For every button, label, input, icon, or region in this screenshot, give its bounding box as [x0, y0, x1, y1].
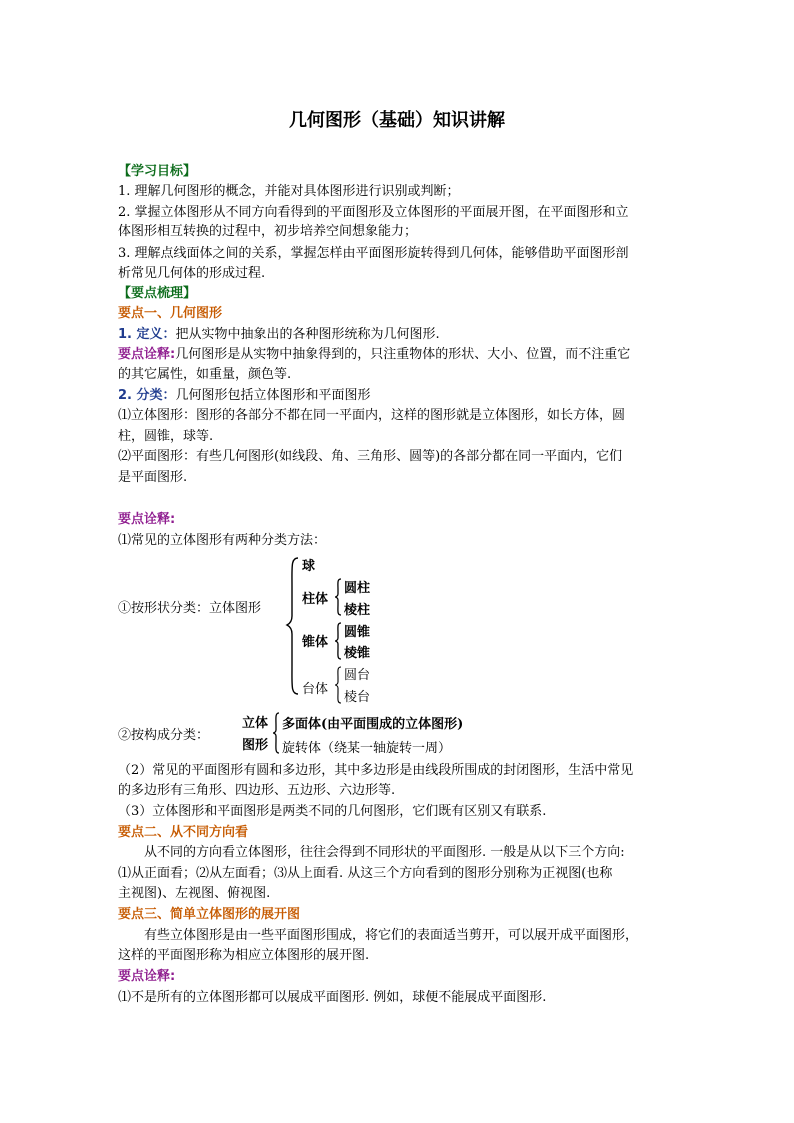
frustum-group-label: 台体	[302, 682, 329, 697]
composition-solid-label: 图形	[242, 738, 269, 753]
note-line-continued: 的其它属性，如重量，颜色等.	[118, 367, 292, 382]
polyhedron-label: 多面体(由平面围成的立体图形)	[282, 717, 464, 732]
definition-label: 1. 定义：	[118, 327, 176, 342]
section-heading-1: 要点一、几何图形	[118, 306, 223, 321]
prism-brace-icon	[334, 578, 342, 616]
solid-line: ⑴立体图形：图形的各部分不都在同一平面内，这样的图形就是立体图形，如长方体，圆	[118, 408, 626, 423]
composition-classification-label: ②按构成分类：	[118, 728, 210, 743]
frustum-prism-label: 棱台	[344, 690, 371, 705]
classification-text: 几何图形包括立体图形和平面图形	[175, 388, 371, 403]
summary-heading: 【要点梳理】	[118, 286, 197, 301]
note-label: 要点诠释:	[118, 347, 176, 362]
frustum-brace-icon	[334, 666, 342, 704]
definition-line	[118, 325, 440, 344]
note-line	[118, 345, 630, 364]
plane-line: ⑵平面图形：有些几何图形(如线段、角、三角形、圆等)的各部分都在同一平面内，它们	[118, 449, 623, 464]
classification-line	[118, 386, 371, 405]
note-label-2: 要点诠释:	[118, 512, 176, 527]
goal-item: 3. 理解点线面体之间的关系，掌握怎样由平面图形旋转得到几何体，能够借助平面图形剖	[118, 246, 629, 261]
cone-label: 圆锥	[344, 625, 371, 640]
section-heading-3: 要点三、简单立体图形的展开图	[118, 907, 301, 922]
note-text-2: ⑴常见的立体图形有两种分类方法：	[118, 533, 327, 548]
pyramid-label: 棱锥	[344, 646, 371, 661]
cone-brace-icon	[334, 622, 342, 660]
note-text: 几何图形是从实物中抽象得到的，只注重物体的形状、大小、位置，而不注重它	[175, 347, 631, 362]
composition-solid-label: 立体	[242, 716, 269, 731]
prism-group-label: 柱体	[302, 592, 329, 607]
prism-label: 棱柱	[344, 603, 371, 618]
views-line: ⑴从正面看；⑵从左面看；⑶从上面看. 从这三个方向看到的图形分别称为正视图(也称	[118, 866, 613, 881]
rotation-label: 旋转体（绕某一轴旋转一周）	[282, 741, 452, 756]
note-text-3: ⑴不是所有的立体图形都可以展成平面图形. 例如，球便不能展成平面图形.	[118, 990, 547, 1005]
plane-line: 是平面图形.	[118, 470, 188, 485]
goal-item: 1. 理解几何图形的概念，并能对具体图形进行识别或判断；	[118, 184, 460, 199]
goal-item: 析常见几何体的形成过程.	[118, 266, 266, 281]
section-heading-2: 要点二、从不同方向看	[118, 825, 249, 840]
relation-line: （3）立体图形和平面图形是两类不同的几何图形，它们既有区别又有联系.	[118, 804, 547, 819]
cylinder-label: 圆柱	[344, 581, 371, 596]
net-line: 这样的平面图形称为相应立体图形的展开图.	[118, 948, 370, 963]
goal-item: 2. 掌握立体图形从不同方向看得到的平面图形及立体图形的平面展开图，在平面图形和立	[118, 205, 629, 220]
goals-heading: 【学习目标】	[118, 164, 197, 179]
main-brace-icon	[286, 556, 300, 696]
plane-shapes-line: （2）常见的平面图形有圆和多边形，其中多边形是由线段所围成的封闭图形，生活中常见	[118, 763, 634, 778]
shape-classification-label: ①按形状分类：立体图形	[118, 601, 262, 616]
composition-brace-icon	[272, 712, 280, 754]
plane-shapes-line: 的多边形有三角形、四边形、五边形、六边形等.	[118, 783, 396, 798]
views-line: 从不同的方向看立体图形，往往会得到不同形状的平面图形. 一般是从以下三个方向:	[144, 845, 625, 860]
cone-group-label: 锥体	[302, 635, 329, 650]
classification-label: 2. 分类：	[118, 388, 176, 403]
net-line: 有些立体图形是由一些平面图形围成，将它们的表面适当剪开，可以展开成平面图形，	[144, 928, 639, 943]
goal-item: 体图形相互转换的过程中，初步培养空间想象能力；	[118, 224, 418, 239]
solid-line: 柱，圆锥，球等.	[118, 429, 214, 444]
definition-text: 把从实物中抽象出的各种图形统称为几何图形.	[175, 327, 440, 342]
views-line: 主视图)、左视图、俯视图.	[118, 886, 271, 901]
note-label-3: 要点诠释:	[118, 969, 176, 984]
ball-label: 球	[302, 559, 316, 574]
page-title: 几何图形（基础）知识讲解	[289, 110, 505, 131]
frustum-round-label: 圆台	[344, 668, 371, 683]
